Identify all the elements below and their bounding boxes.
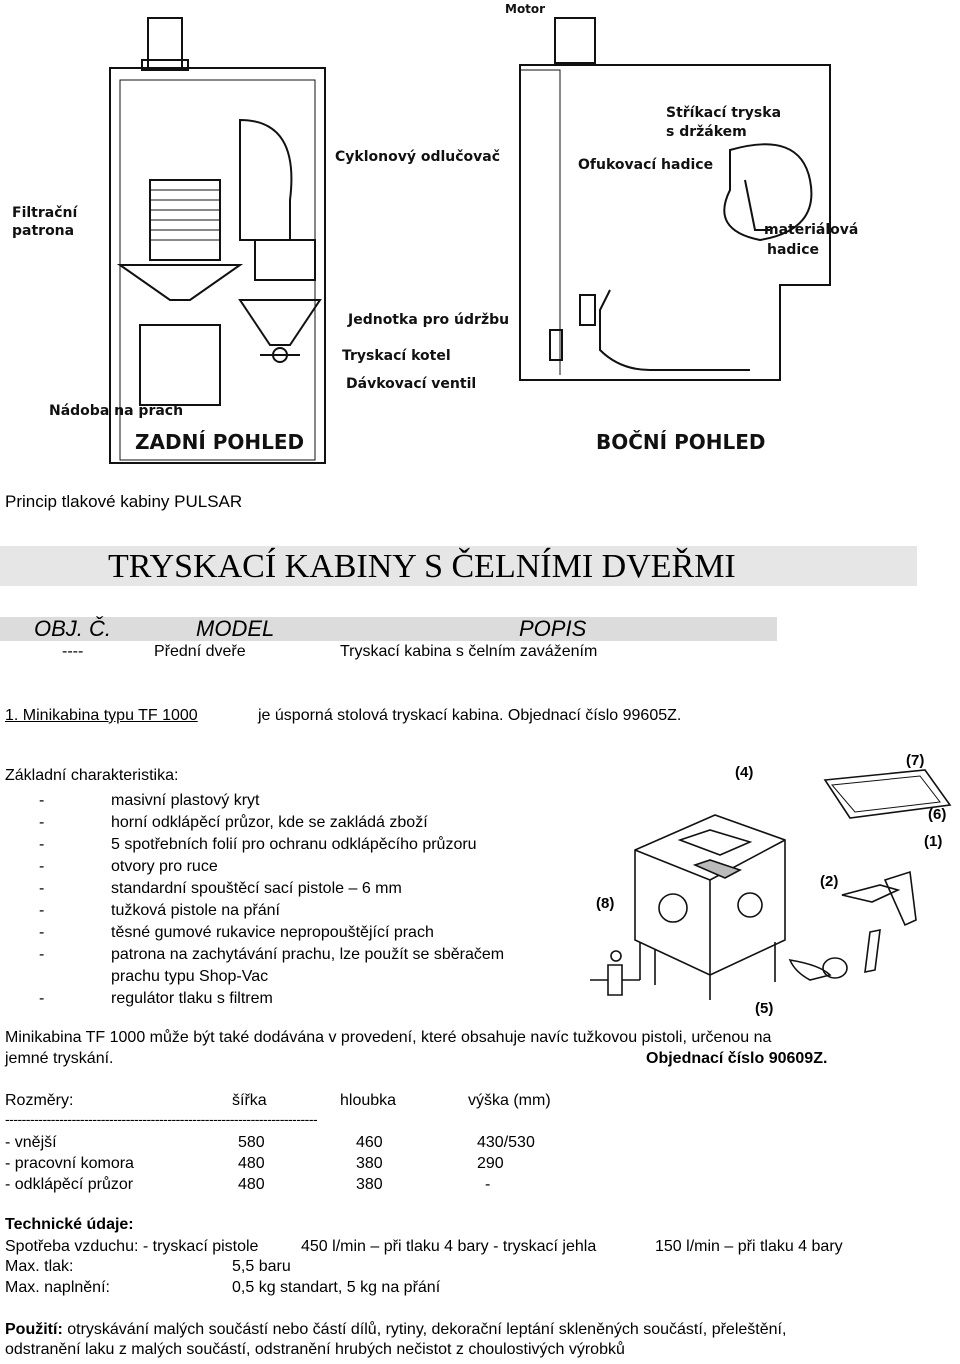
label-jednotka: Jednotka pro údržbu: [348, 312, 510, 328]
dims-row-height: -: [485, 1176, 491, 1193]
section-title: TRYSKACÍ KABINY S ČELNÍMI DVEŘMI: [108, 548, 736, 585]
label-kotel: Tryskací kotel: [342, 348, 451, 364]
callout-8: (8): [596, 895, 615, 912]
table-header-bar: [0, 617, 777, 641]
table-header-model: MODEL: [196, 616, 275, 641]
table-cell-model: Přední dveře: [154, 643, 246, 660]
dims-row-label: - pracovní komora: [5, 1155, 134, 1172]
intro-text: je úsporná stolová tryskací kabina. Objednací číslo 99605Z.: [258, 707, 682, 724]
dims-row-height: 430/530: [477, 1134, 535, 1151]
use-line-2: odstranění laku z malých součástí, odstranění hrubých nečistot z choulostivých výrobků: [5, 1341, 625, 1358]
note-order-number: Objednací číslo 90609Z.: [646, 1050, 828, 1067]
tech-tlak-value: 5,5 baru: [232, 1258, 291, 1275]
list-item: - těsné gumové rukavice nepropouštějící prach: [39, 924, 434, 941]
label-strikaci-1: Stříkací tryska: [666, 105, 782, 121]
note-line-2: jemné tryskání.: [5, 1050, 114, 1067]
features-list: [8, 790, 504, 1010]
list-item: - otvory pro ruce: [39, 858, 218, 875]
dims-header-label: Rozměry:: [5, 1092, 74, 1109]
label-zadni-pohled: ZADNÍ POHLED: [135, 430, 305, 454]
intro-link[interactable]: 1. Minikabina typu TF 1000: [5, 707, 198, 724]
list-item: - 5 spotřebních folií pro ochranu odklápěcího průzoru: [39, 836, 477, 853]
dims-row-width: 480: [238, 1155, 265, 1172]
label-ofukovaci: Ofukovací hadice: [578, 157, 714, 173]
list-item: - patrona na zachytávání prachu, lze použít se sběračem: [39, 946, 505, 963]
tech-air-value-2: 150 l/min – při tlaku 4 bary: [655, 1238, 843, 1255]
list-item: prachu typu Shop-Vac: [111, 968, 269, 985]
dims-row-label: - vnější: [5, 1134, 57, 1151]
callout-7: (7): [906, 752, 925, 769]
tech-air-label: Spotřeba vzduchu: - tryskací pistole: [5, 1238, 259, 1255]
callout-4: (4): [735, 764, 754, 781]
dims-header-width: šířka: [232, 1092, 267, 1109]
use-line-1: [5, 1321, 786, 1339]
label-ventil: Dávkovací ventil: [346, 376, 477, 392]
list-item: - regulátor tlaku s filtrem: [39, 990, 273, 1007]
list-item: - standardní spouštěcí sací pistole – 6 mm: [39, 880, 402, 897]
tech-air-value-1: 450 l/min – při tlaku 4 bary - tryskací jehla: [301, 1238, 597, 1255]
table-header-popis: POPIS: [519, 616, 587, 641]
dims-row-width: 480: [238, 1176, 265, 1193]
dims-row-depth: 380: [356, 1176, 383, 1193]
dims-row-height: 290: [477, 1155, 504, 1172]
label-material-2: hadice: [767, 242, 820, 258]
callout-2: (2): [820, 873, 839, 890]
dims-rule: ---------------------------------------------------------------------------: [5, 1111, 318, 1127]
dims-header-depth: hloubka: [340, 1092, 397, 1109]
cabinet-illustration: [580, 760, 960, 1020]
label-filtr-1: Filtrační: [12, 205, 78, 221]
label-strikaci-2: s držákem: [666, 124, 747, 140]
use-label: Použití:: [5, 1321, 63, 1338]
label-cyklon: Cyklonový odlučovač: [335, 149, 501, 165]
dims-header-height: výška (mm): [468, 1092, 551, 1109]
tech-napl-value: 0,5 kg standart, 5 kg na přání: [232, 1279, 441, 1296]
label-filtr-2: patrona: [12, 223, 75, 239]
callout-1: (1): [924, 833, 943, 850]
list-item: - tužková pistole na přání: [39, 902, 280, 919]
dims-row-label: - odklápěcí průzor: [5, 1176, 134, 1193]
table-cell-popis: Tryskací kabina s čelním zavážením: [340, 643, 598, 660]
callout-5: (5): [755, 1000, 774, 1017]
side-view-diagram: [500, 0, 960, 470]
features-heading: Základní charakteristika:: [5, 767, 179, 784]
callout-6: (6): [928, 806, 947, 823]
caption: Princip tlakové kabiny PULSAR: [5, 492, 243, 511]
table-header-obj: OBJ. Č.: [34, 616, 112, 641]
dims-row-depth: 460: [356, 1134, 383, 1151]
dims-row-width: 580: [238, 1134, 265, 1151]
label-material-1: materiálová: [764, 222, 859, 238]
label-motor: Motor: [505, 2, 546, 16]
tech-napl-label: Max. naplnění:: [5, 1279, 110, 1296]
list-item: - masivní plastový kryt: [39, 792, 260, 809]
use-text-1: otryskávání malých součástí nebo částí dílů, rytiny, dekorační leptání skleněných součástí, přeleštění,: [67, 1321, 787, 1338]
tech-heading: Technické údaje:: [5, 1216, 134, 1233]
label-bocni-pohled: BOČNÍ POHLED: [596, 430, 766, 454]
note-line-1: Minikabina TF 1000 může být také dodávána v provedení, které obsahuje navíc tužkovou pistoli, určenou na: [5, 1029, 772, 1046]
table-cell-obj: ----: [62, 643, 84, 660]
dims-row-depth: 380: [356, 1155, 383, 1172]
tech-tlak-label: Max. tlak:: [5, 1258, 74, 1275]
label-nadoba: Nádoba na prach: [49, 403, 184, 419]
list-item: - horní odklápěcí průzor, kde se zakládá zboží: [39, 814, 428, 831]
